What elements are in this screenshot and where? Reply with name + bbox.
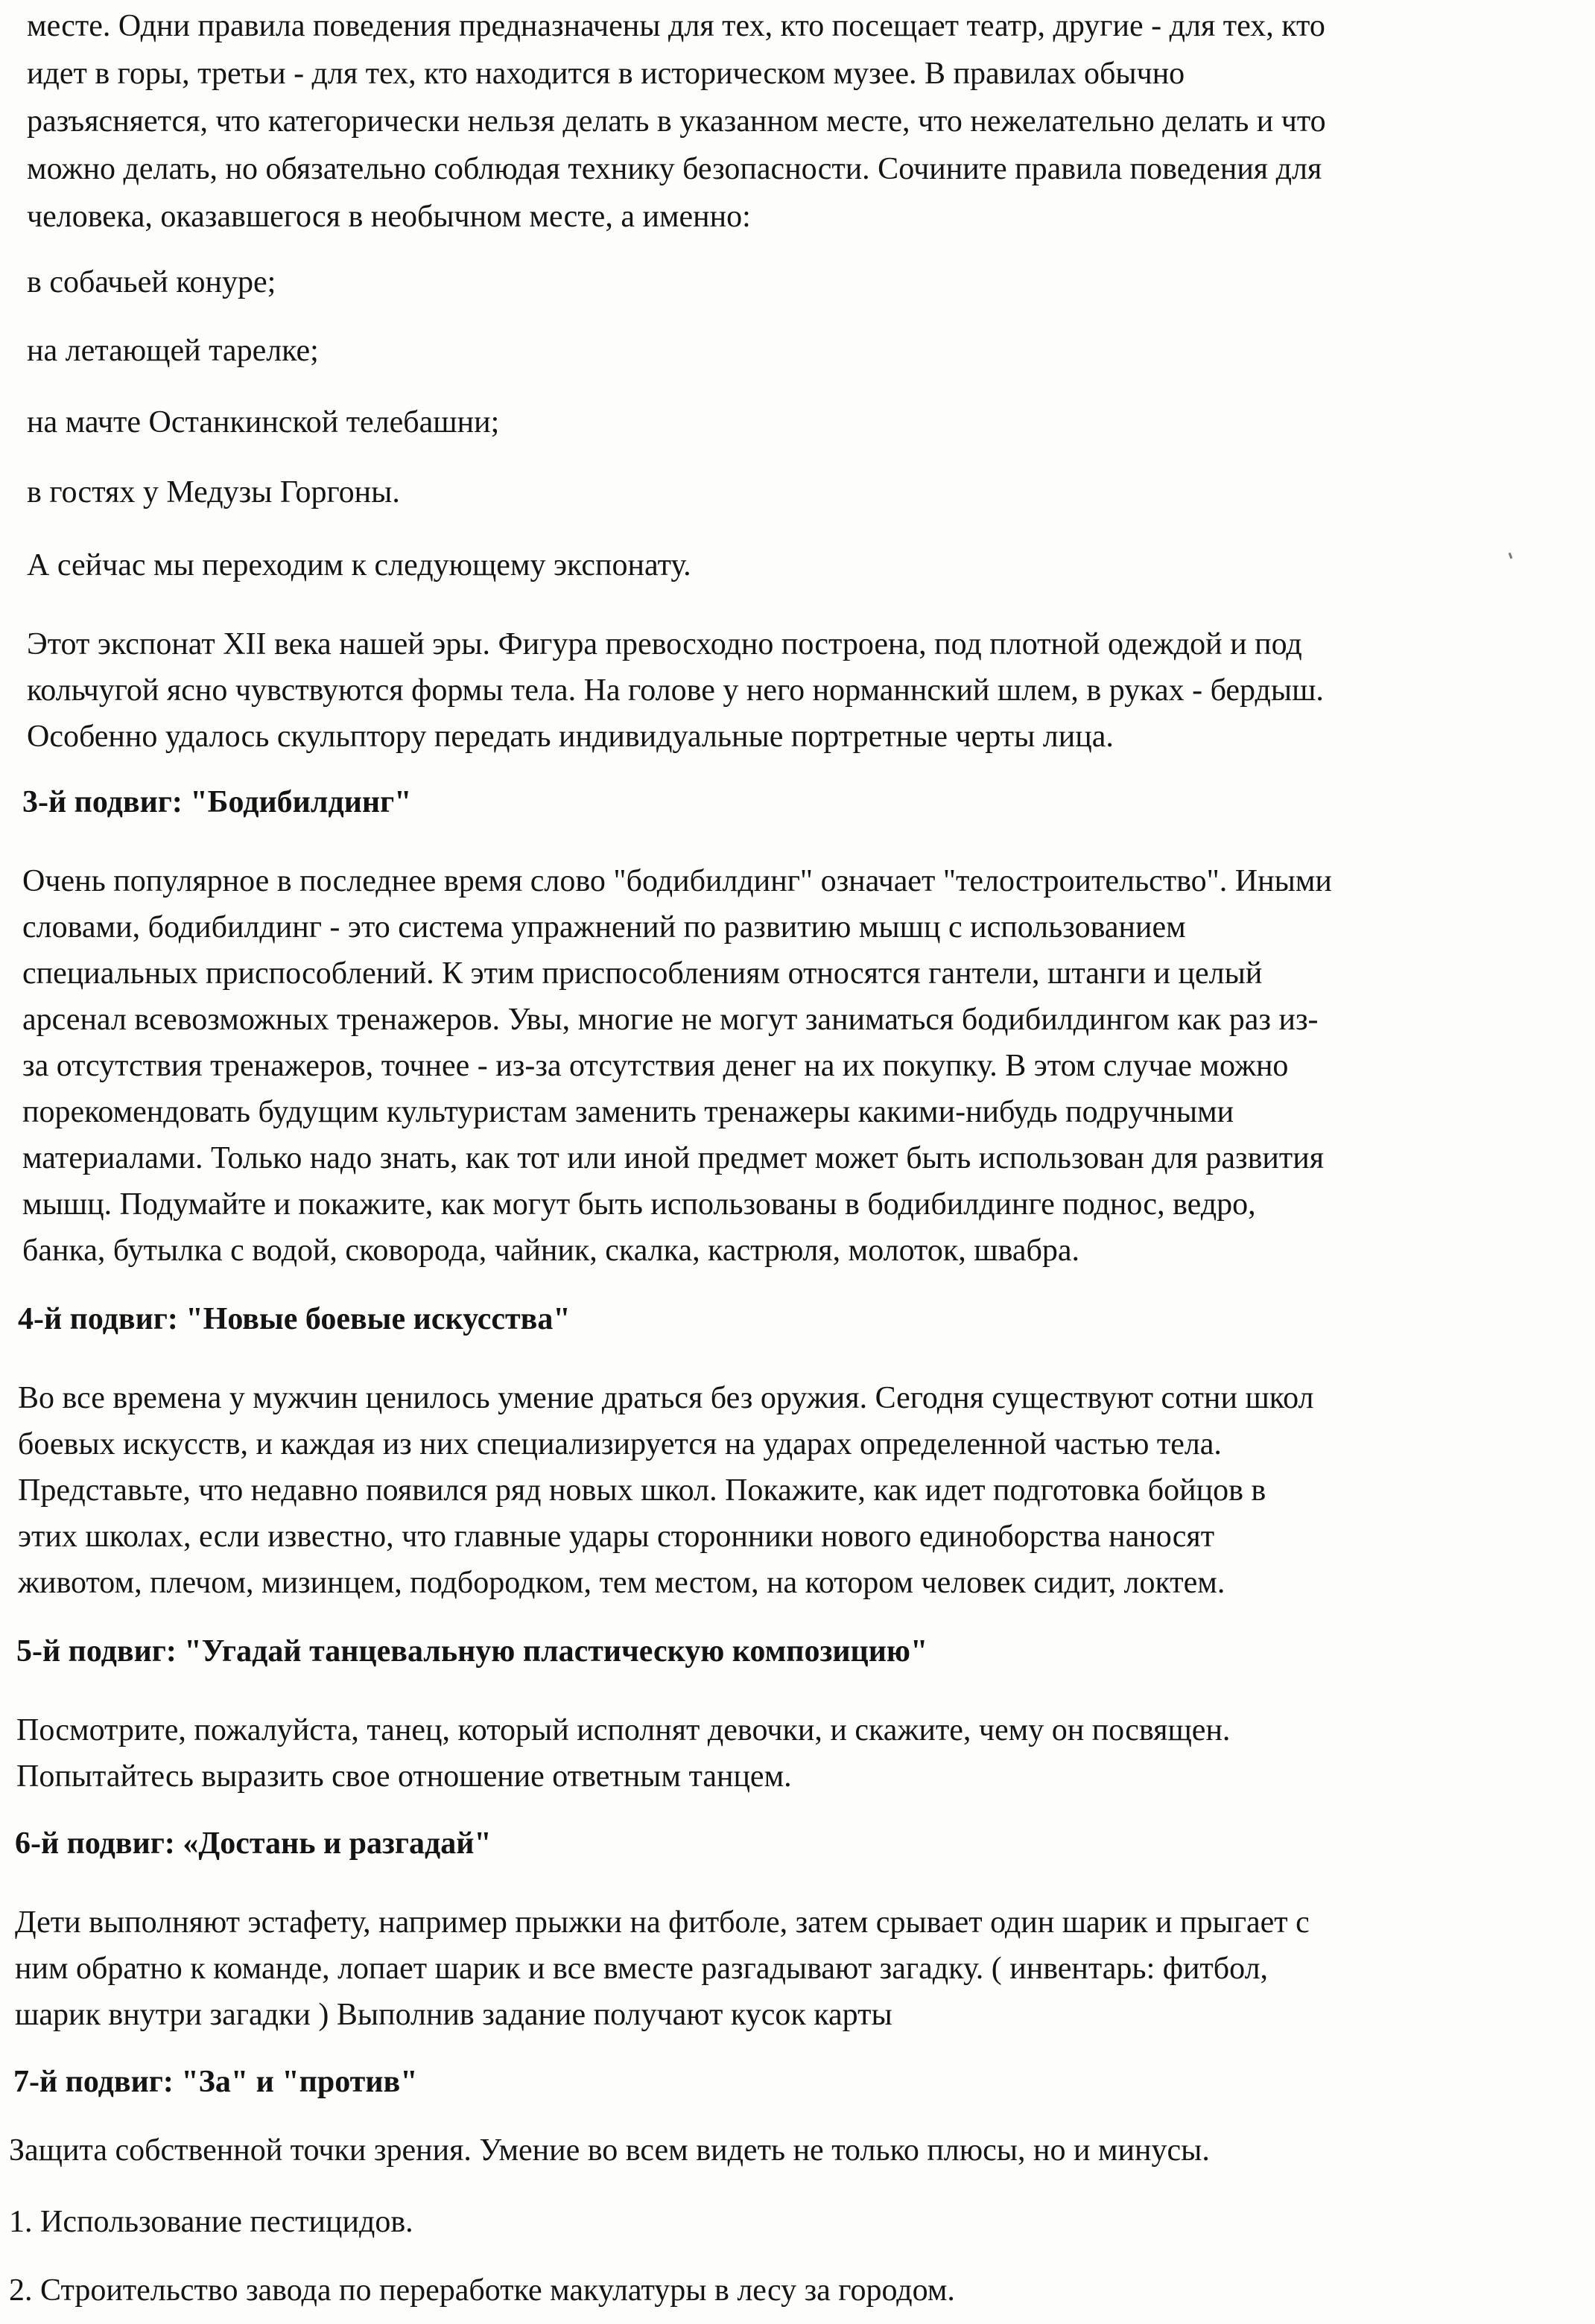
feat-7-item: 2. Строительство завода по переработке макулатуры в лесу за городом. [9, 2273, 955, 2308]
feat-4-heading: 4-й подвиг: "Новые боевые искусства" [18, 1302, 571, 1336]
feat-5-line: Попытайтесь выразить свое отношение ответным танцем. [16, 1759, 792, 1794]
place-item: на мачте Останкинской телебашни; [27, 405, 500, 439]
feat-4-line: этих школах, если известно, что главные удары сторонники нового единоборства наносят [18, 1520, 1215, 1554]
place-item: в гостях у Медузы Горгоны. [27, 475, 400, 509]
next-exhibit-line: А сейчас мы переходим к следующему экспонату. [27, 548, 691, 582]
feat-6-line: шарик внутри загадки ) Выполнив задание получают кусок карты [15, 1998, 892, 2032]
feat-6-line: ним обратно к команде, лопает шарик и все вместе разгадывают загадку. ( инвентарь: фитбол, [15, 1952, 1269, 1986]
exhibit-line: Этот экспонат XII века нашей эры. Фигура превосходно построена, под плотной одеждой и под [27, 627, 1302, 661]
feat-5-line: Посмотрите, пожалуйста, танец, который исполнят девочки, и скажите, чему он посвящен. [16, 1713, 1231, 1747]
exhibit-line: кольчугой ясно чувствуются формы тела. На голове у него норманнский шлем, в руках - бердыш. [27, 673, 1324, 708]
intro-line: можно делать, но обязательно соблюдая технику безопасности. Сочините правила поведения для [27, 152, 1322, 186]
feat-3-heading: 3-й подвиг: "Бодибилдинг" [22, 785, 412, 819]
feat-5-heading: 5-й подвиг: "Угадай танцевальную пластическую композицию" [16, 1634, 928, 1669]
intro-line: идет в горы, третьи - для тех, кто находится в историческом музее. В правилах обычно [27, 57, 1185, 91]
intro-line: человека, оказавшегося в необычном месте, а именно: [27, 200, 751, 234]
feat-7-intro: Защита собственной точки зрения. Умение во всем видеть не только плюсы, но и минусы. [9, 2133, 1210, 2168]
intro-line: разъясняется, что категорически нельзя делать в указанном месте, что нежелательно делать и что [27, 104, 1326, 139]
feat-4-line: Представьте, что недавно появился ряд новых школ. Покажите, как идет подготовка бойцов в [18, 1473, 1266, 1508]
place-item: в собачьей конуре; [27, 265, 276, 299]
feat-3-line: материалами. Только надо знать, как тот или иной предмет может быть использован для развития [22, 1141, 1325, 1175]
intro-line: месте. Одни правила поведения предназначены для тех, кто посещает театр, другие - для тех, кто [27, 9, 1325, 43]
feat-7-item: 1. Использование пестицидов. [9, 2205, 413, 2239]
feat-3-line: словами, бодибилдинг - это система упражнений по развитию мышц с использованием [22, 910, 1186, 944]
feat-3-line: за отсутствия тренажеров, точнее - из-за отсутствия денег на их покупку. В этом случае можно [22, 1049, 1289, 1083]
feat-6-heading: 6-й подвиг: «Достань и разгадай" [15, 1826, 492, 1861]
feat-4-line: животом, плечом, мизинцем, подбородком, тем местом, на котором человек сидит, локтем. [18, 1566, 1225, 1600]
feat-4-line: Во все времена у мужчин ценилось умение драться без оружия. Сегодня существуют сотни школ [18, 1381, 1314, 1415]
feat-4-line: боевых искусств, и каждая из них специализируется на ударах определенной частью тела. [18, 1427, 1222, 1461]
feat-7-heading: 7-й подвиг: "За" и "против" [13, 2065, 418, 2099]
place-item: на летающей тарелке; [27, 334, 319, 368]
feat-3-line: порекомендовать будущим культуристам заменить тренажеры какими-нибудь подручными [22, 1095, 1234, 1129]
feat-3-line: мышц. Подумайте и покажите, как могут быть использованы в бодибилдинге поднос, ведро, [22, 1187, 1256, 1222]
exhibit-line: Особенно удалось скульптору передать индивидуальные портретные черты лица. [27, 720, 1114, 754]
feat-3-line: банка, бутылка с водой, сковорода, чайник, скалка, кастрюля, молоток, швабра. [22, 1234, 1080, 1268]
feat-6-line: Дети выполняют эстафету, например прыжки на фитболе, затем срывает один шарик и прыгает с [15, 1905, 1310, 1940]
feat-3-line: арсенал всевозможных тренажеров. Увы, многие не могут заниматься бодибилдингом как раз из- [22, 1003, 1319, 1037]
scan-speck [1509, 553, 1513, 559]
feat-3-line: Очень популярное в последнее время слово "бодибилдинг" означает "телостроительство". Иными [22, 864, 1332, 898]
feat-3-line: специальных приспособлений. К этим приспособлениям относятся гантели, штанги и целый [22, 956, 1263, 991]
